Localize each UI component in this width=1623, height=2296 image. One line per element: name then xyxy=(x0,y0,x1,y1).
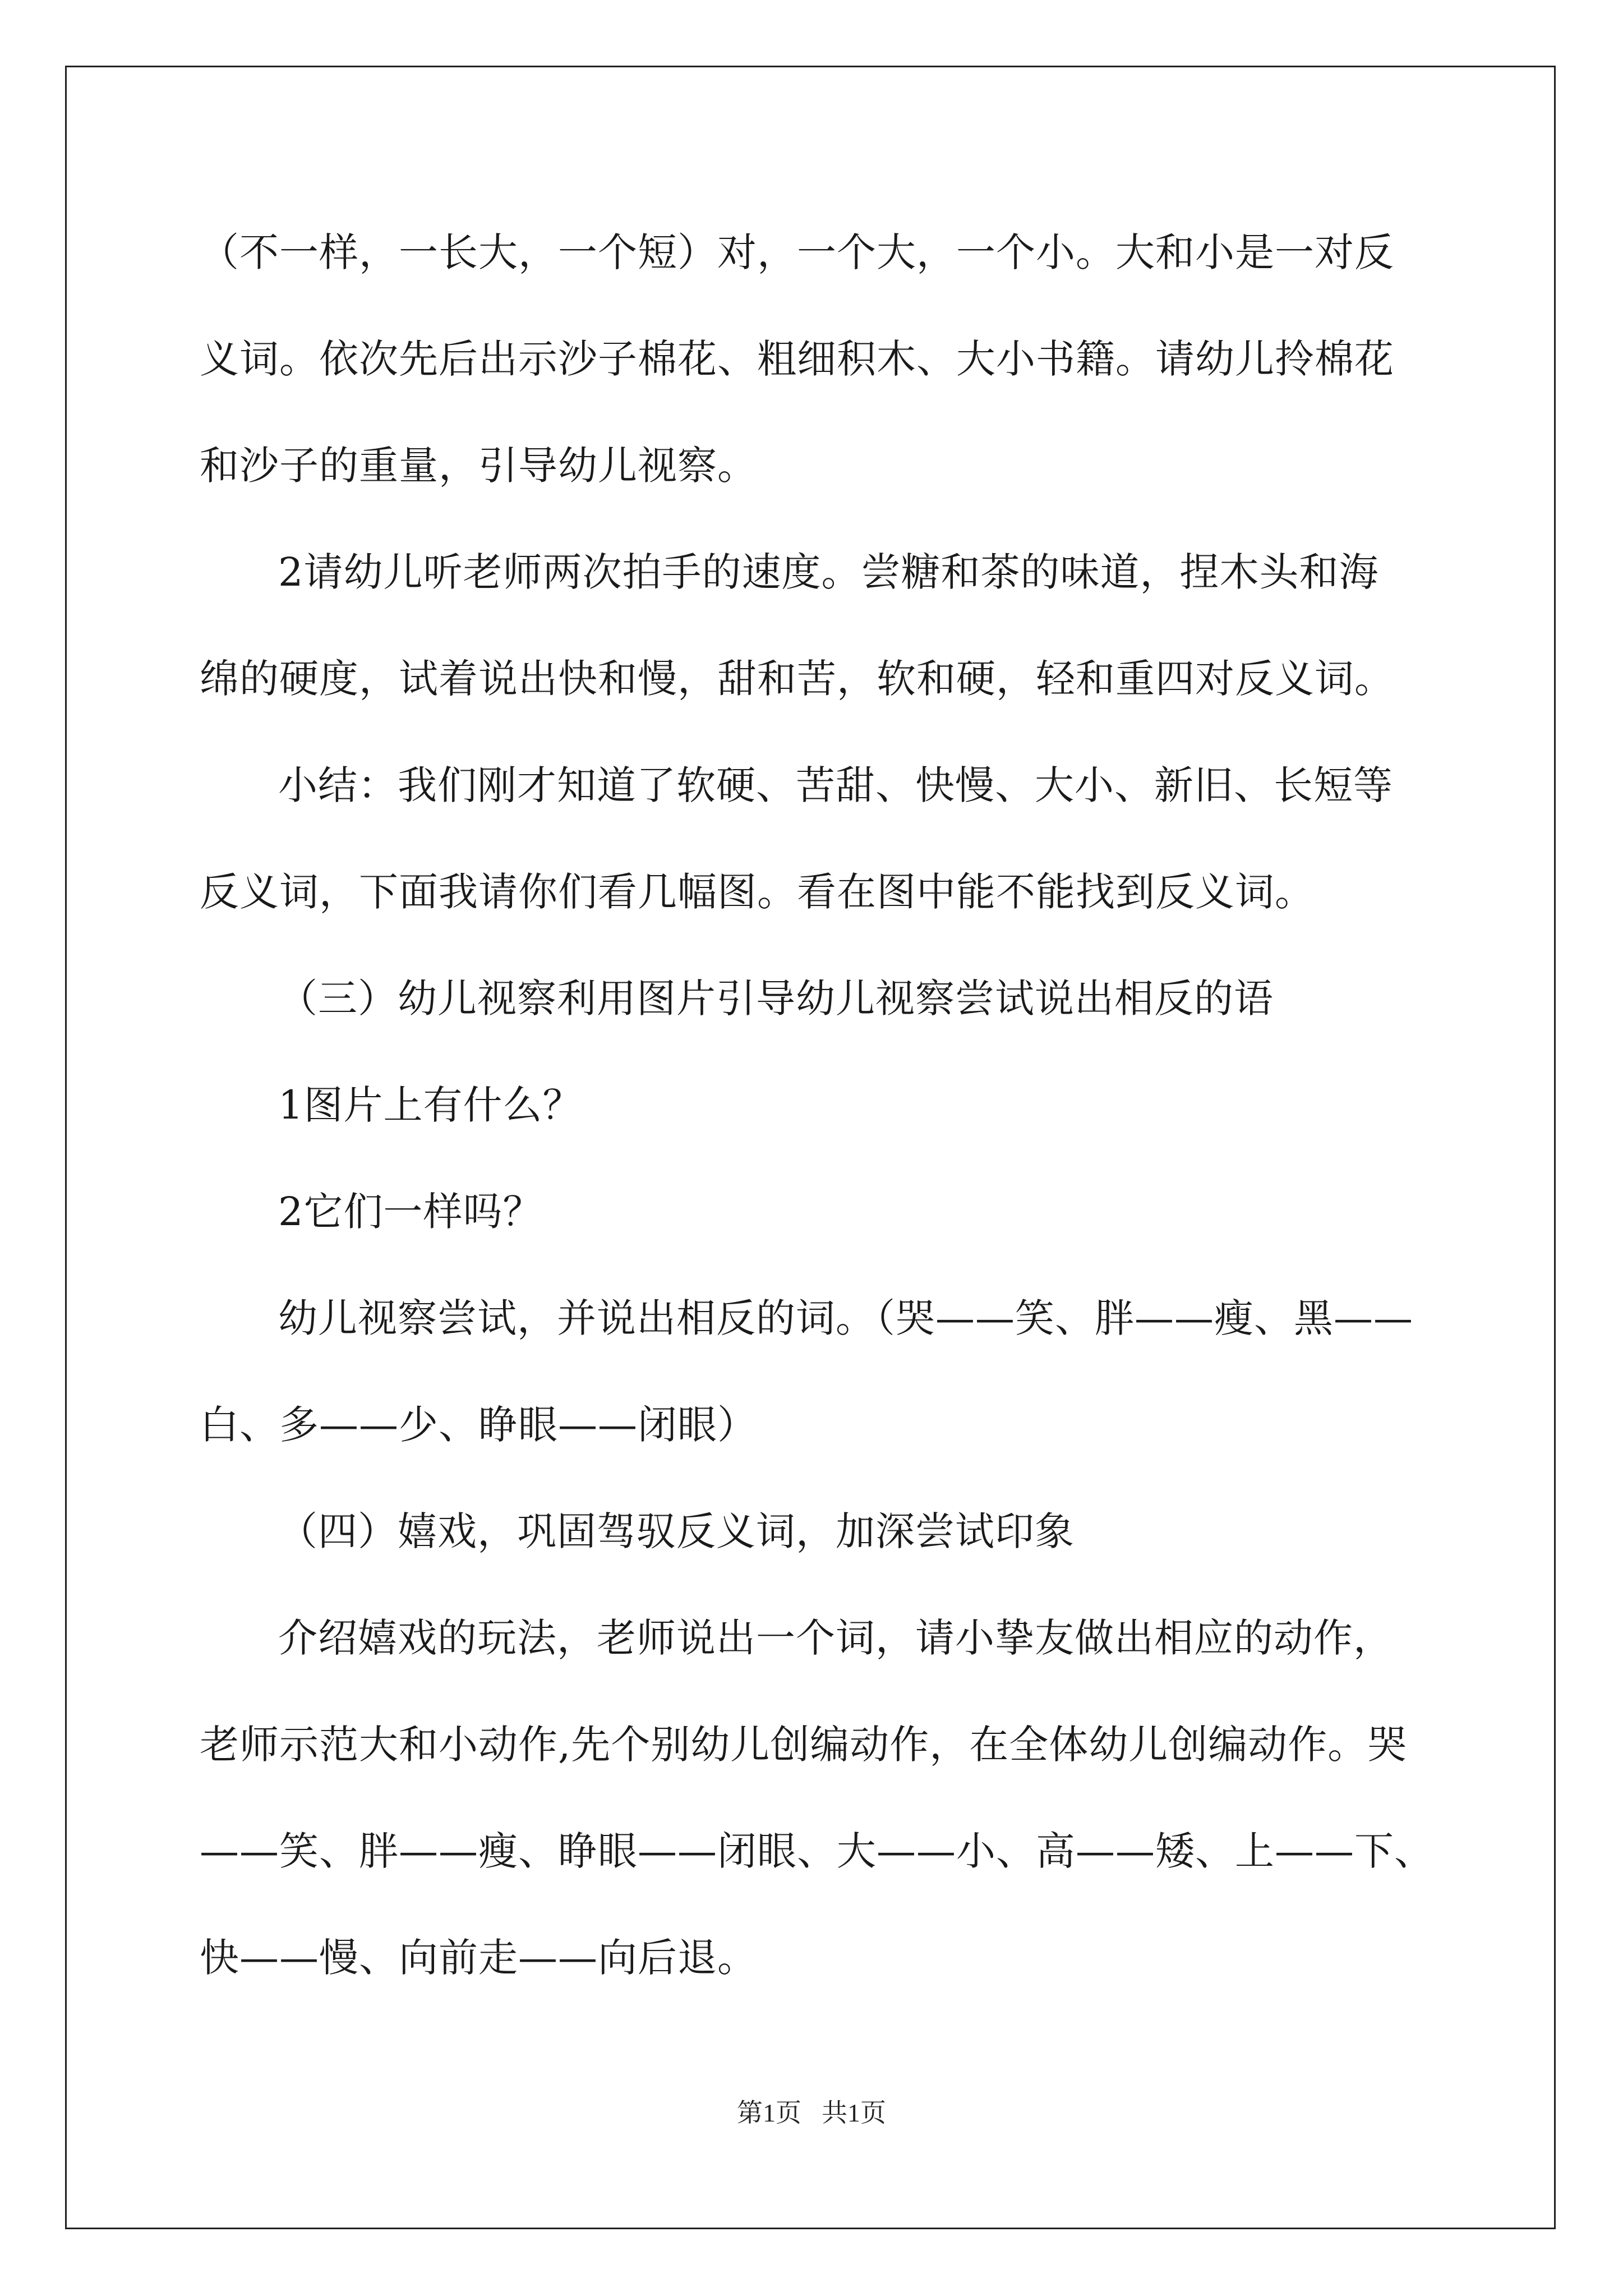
page-footer xyxy=(0,2092,1623,2129)
text-line: 介绍嬉戏的玩法，老师说出一个词，请小挚友做出相应的动作， xyxy=(278,1615,1393,1661)
section-heading: （四）嬉戏，巩固驾驭反义词，加深尝试印象 xyxy=(278,1508,1075,1554)
document-body xyxy=(200,199,1445,2011)
page-total: 共1页 xyxy=(822,2099,886,2127)
text-line: 白、多——少、睁眼——闭眼） xyxy=(200,1402,757,1448)
text-line: 快——慢、向前走——向后退。 xyxy=(200,1935,757,1981)
page-number: 第1页 xyxy=(737,2099,801,2127)
text-line: 1图片上有什么？ xyxy=(278,1082,583,1128)
text-line: 小结：我们刚才知道了软硬、苦甜、快慢、大小、新旧、长短等 xyxy=(278,762,1393,808)
text-line: 义词。依次先后出示沙子棉花、粗细积木、大小书籍。请幼儿拎棉花 xyxy=(200,336,1394,382)
text-line: 老师示范大和小动作,先个别幼儿创编动作，在全体幼儿创编动作。哭 xyxy=(200,1722,1408,1768)
section-heading: （三）幼儿视察利用图片引导幼儿视察尝试说出相反的语 xyxy=(278,976,1274,1022)
text-line: 反义词，下面我请你们看几幅图。看在图中能不能找到反义词。 xyxy=(200,869,1315,915)
text-line: 绵的硬度，试着说出快和慢，甜和苦，软和硬，轻和重四对反义词。 xyxy=(200,656,1394,702)
text-line: 幼儿视察尝试，并说出相反的词。（哭——笑、胖——瘦、黑—— xyxy=(278,1295,1413,1341)
text-line: 2请幼儿听老师两次拍手的速度。尝糖和茶的味道，捏木头和海 xyxy=(278,549,1379,595)
text-line: （不一样，一长大，一个短）对，一个大，一个小。大和小是一对反 xyxy=(200,229,1394,275)
text-line: ——笑、胖——瘦、睁眼——闭眼、大——小、高——矮、上——下、 xyxy=(200,1828,1434,1874)
text-line: 2它们一样吗？ xyxy=(278,1189,543,1235)
text-line: 和沙子的重量，引导幼儿视察。 xyxy=(200,443,757,489)
